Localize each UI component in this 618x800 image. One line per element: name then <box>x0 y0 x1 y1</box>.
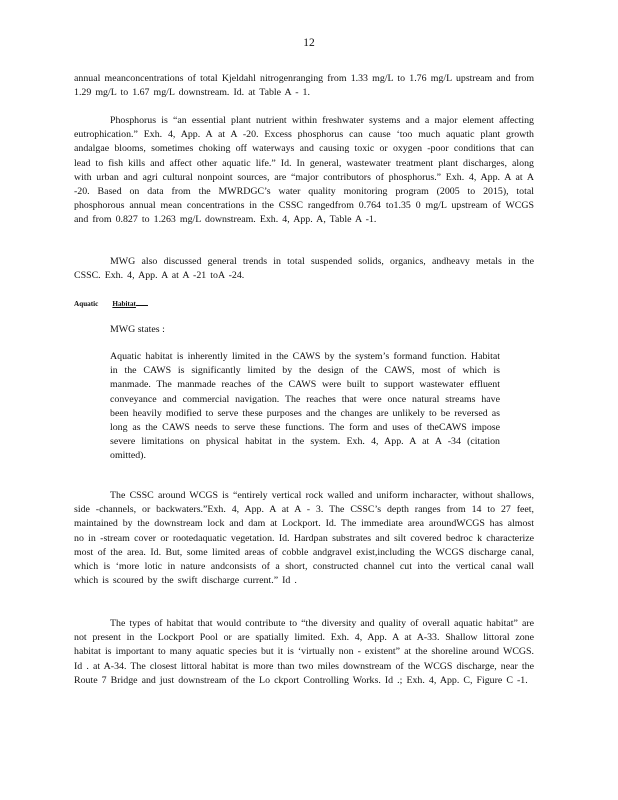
heading-word-aquatic: Aquatic <box>74 300 99 308</box>
page-number: 12 <box>303 37 315 49</box>
paragraph-habitat-types: The types of habitat that would contribute to “the diversity and quality of overall aquatic habitat” are not present in the Lockport Pool or are spatially limited. Exh. 4, App. A at A-33. Shallow littoral zone habitat is important to many aquatic species but it is ‘virtually non - existent” at the shoreline around WCGS. Id . at A-34. The closest littoral habitat is more than two miles downstream of the WCGS discharge, near the Route 7 Bridge and just downstream of the Lo ckport Controlling Works. Id .; Exh. 4, App. C, Figure C -1. <box>74 618 535 686</box>
paragraph-nitrogen: annual meanconcentrations of total Kjeldahl nitrogenranging from 1.33 mg/L to 1.76 mg/L upstream and from 1.29 mg/L to 1.67 mg/L downstream. Id. at Table A - 1. <box>74 73 534 99</box>
paragraph-mwg-states: MWG states : <box>110 324 165 335</box>
heading-underline <box>136 298 148 306</box>
section-heading <box>74 298 148 308</box>
paragraph-phosphorus: Phosphorus is “an essential plant nutrient within freshwater systems and a major element affecting eutrophication.” Exh. 4, App. A at A -20. Excess phosphorus can cause ‘too much aquatic plant growth andalgae blooms, sometimes choking off waterways and causing toxic or oxygen -poor conditions that can lead to fish kills and affect other aquatic life.” Id. In general, wastewater treatment plant discharges, along with urban and agri cultural nonpoint sources, are “major contributors of phosphorus.” Exh. 4, App. A at A -20. Based on data from the MWRDGC’s water quality monitoring program (2005 to 2015), total phosphorous annual mean concentrations in the CSSC rangedfrom 0.764 to1.35 0 mg/L upstream of WCGS and from 0.827 to 1.263 mg/L downstream. Exh. 4, App. A, Table A -1. <box>74 115 534 226</box>
paragraph-cssc-habitat: The CSSC around WCGS is “entirely vertical rock walled and uniform incharacter, without shallows, side -channels, or backwaters.”Exh. 4, App. A at A - 3. The CSSC’s depth ranges from 14 to 27 feet, maintained by the downstream lock and dam at Lockport. Id. The immediate area aroundWCGS has almost no in -stream cover or rootedaquatic vegetation. Id. Hardpan substrates and silt covered bedroc k characterize most of the area. Id. But, some limited areas of cobble andgravel exist,including the WCGS discharge canal, which is ‘more lotic in nature andconsists of a short, constructed channel cut into the vertical canal wall which is scoured by the swift discharge current.” Id . <box>74 490 534 587</box>
block-quote: Aquatic habitat is inherently limited in the CAWS by the system’s formand function. Habitat in the CAWS is significantly limited by the design of the CAWS, most of which is manmade. The manmade reaches of the CAWS were built to support wastewater effluent conveyance and commercial navigation. The reaches that were once natural streams have been heavily modified to serve these purposes and the changes are unlikely to be reversed as long as the CAWS needs to serve these functions. The form and uses of theCAWS impose severe limitations on physical habitat in the system. Exh. 4, App. A at A -34 (citation omitted). <box>110 351 500 462</box>
heading-word-habitat: Habitat <box>112 300 136 308</box>
paragraph-general-trends: MWG also discussed general trends in total suspended solids, organics, andheavy metals in the CSSC. Exh. 4, App. A at A -21 toA -24. <box>74 256 534 282</box>
